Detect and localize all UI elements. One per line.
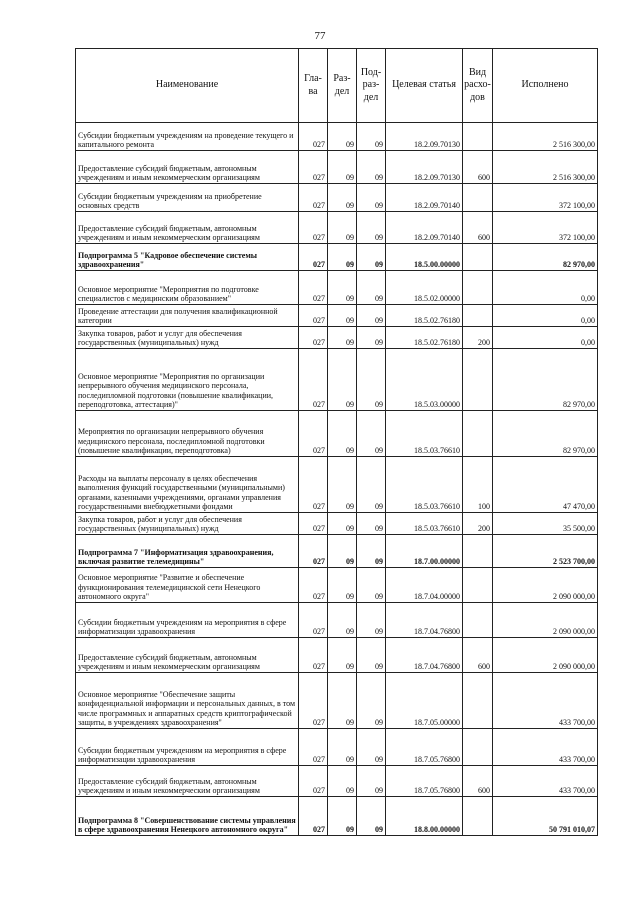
- row-vid: 600: [463, 212, 493, 244]
- row-podrazdel: 09: [357, 766, 386, 797]
- row-razdel: 09: [328, 244, 357, 271]
- row-razdel: 09: [328, 535, 357, 568]
- row-celevaya: 18.5.02.76180: [386, 327, 463, 349]
- row-glava: 027: [299, 123, 328, 151]
- row-name: Закупка товаров, работ и услуг для обеспечения государственных (муниципальных) нужд: [76, 513, 299, 535]
- row-celevaya: 18.7.05.76800: [386, 766, 463, 797]
- row-celevaya: 18.7.04.76800: [386, 603, 463, 638]
- row-glava: 027: [299, 729, 328, 766]
- table-row: [76, 568, 598, 603]
- row-vid: [463, 535, 493, 568]
- row-ispolneno: 2 090 000,00: [493, 568, 598, 603]
- row-glava: 027: [299, 271, 328, 305]
- row-name: Предоставление субсидий бюджетным, автономным учреждениям и иным некоммерческим организациям: [76, 212, 299, 244]
- header-razdel: Раз-дел: [328, 49, 357, 123]
- row-celevaya: 18.7.05.76800: [386, 729, 463, 766]
- row-ispolneno: 433 700,00: [493, 673, 598, 729]
- row-celevaya: 18.5.03.76610: [386, 457, 463, 513]
- table-row: [76, 729, 598, 766]
- row-podrazdel: 09: [357, 305, 386, 327]
- row-podrazdel: 09: [357, 673, 386, 729]
- row-ispolneno: 2 523 700,00: [493, 535, 598, 568]
- row-vid: 200: [463, 327, 493, 349]
- row-name: Субсидии бюджетным учреждениям на приобретение основных средств: [76, 184, 299, 212]
- row-vid: 100: [463, 457, 493, 513]
- row-podrazdel: 09: [357, 212, 386, 244]
- row-vid: [463, 184, 493, 212]
- row-ispolneno: 47 470,00: [493, 457, 598, 513]
- row-vid: [463, 673, 493, 729]
- row-ispolneno: 433 700,00: [493, 766, 598, 797]
- header-name: Наименование: [76, 49, 299, 123]
- row-glava: 027: [299, 327, 328, 349]
- row-ispolneno: 433 700,00: [493, 729, 598, 766]
- table-row: [76, 411, 598, 457]
- table-row: [76, 151, 598, 184]
- page-number: 77: [314, 30, 326, 42]
- row-razdel: 09: [328, 411, 357, 457]
- row-razdel: 09: [328, 673, 357, 729]
- row-celevaya: 18.7.00.00000: [386, 535, 463, 568]
- row-glava: 027: [299, 766, 328, 797]
- row-vid: [463, 123, 493, 151]
- row-ispolneno: 0,00: [493, 327, 598, 349]
- header-vid: Вид расхо-дов: [463, 49, 493, 123]
- row-glava: 027: [299, 535, 328, 568]
- row-razdel: 09: [328, 151, 357, 184]
- row-podrazdel: 09: [357, 151, 386, 184]
- row-podrazdel: 09: [357, 271, 386, 305]
- row-glava: 027: [299, 244, 328, 271]
- row-ispolneno: 0,00: [493, 271, 598, 305]
- row-podrazdel: 09: [357, 244, 386, 271]
- table-row: [76, 603, 598, 638]
- table-row: [76, 212, 598, 244]
- row-celevaya: 18.7.04.00000: [386, 568, 463, 603]
- row-celevaya: 18.7.05.00000: [386, 673, 463, 729]
- row-vid: [463, 271, 493, 305]
- row-name: Подпрограмма 5 "Кадровое обеспечение системы здравоохранения": [76, 244, 299, 271]
- row-glava: 027: [299, 513, 328, 535]
- row-ispolneno: 2 516 300,00: [493, 123, 598, 151]
- row-ispolneno: 2 516 300,00: [493, 151, 598, 184]
- row-name: Проведение аттестации для получения квалификационной категории: [76, 305, 299, 327]
- header-celevaya: Целевая статья: [386, 49, 463, 123]
- row-ispolneno: 2 090 000,00: [493, 638, 598, 673]
- row-ispolneno: 82 970,00: [493, 244, 598, 271]
- table-row: [76, 513, 598, 535]
- table-row: [76, 766, 598, 797]
- row-podrazdel: 09: [357, 411, 386, 457]
- row-podrazdel: 09: [357, 457, 386, 513]
- row-name: Мероприятия по организации непрерывного обучения медицинского персонала, последипломной подготовки (повышение квалификации, переподготовка): [76, 411, 299, 457]
- row-name: Расходы на выплаты персоналу в целях обеспечения выполнения функций государственными (муниципальными) органами, казенными учреждениями, органами управления государственными внебюджетными фондами: [76, 457, 299, 513]
- row-glava: 027: [299, 568, 328, 603]
- row-ispolneno: 35 500,00: [493, 513, 598, 535]
- row-glava: 027: [299, 457, 328, 513]
- row-podrazdel: 09: [357, 327, 386, 349]
- row-name: Основное мероприятие "Мероприятия по организации непрерывного обучения медицинского персонала, последипломной подготовки (повышение квалификации, переподготовка, аттестация)": [76, 349, 299, 411]
- row-razdel: 09: [328, 638, 357, 673]
- row-ispolneno: 372 100,00: [493, 212, 598, 244]
- row-name: Подпрограмма 7 "Информатизация здравоохранения, включая развитие телемедицины": [76, 535, 299, 568]
- row-razdel: 09: [328, 797, 357, 836]
- table-row: [76, 349, 598, 411]
- row-vid: [463, 411, 493, 457]
- row-name: Предоставление субсидий бюджетным, автономным учреждениям и иным некоммерческим организациям: [76, 766, 299, 797]
- row-glava: 027: [299, 212, 328, 244]
- row-celevaya: 18.7.04.76800: [386, 638, 463, 673]
- row-celevaya: 18.8.00.00000: [386, 797, 463, 836]
- row-name: Предоставление субсидий бюджетным, автономным учреждениям и иным некоммерческим организациям: [76, 151, 299, 184]
- row-glava: 027: [299, 797, 328, 836]
- row-razdel: 09: [328, 305, 357, 327]
- row-name: Субсидии бюджетным учреждениям на мероприятия в сфере информатизации здравоохранения: [76, 603, 299, 638]
- row-name: Основное мероприятие "Развитие и обеспечение функционирования телемедицинской сети Ненецкого автономного округа": [76, 568, 299, 603]
- table-row: [76, 123, 598, 151]
- row-vid: [463, 349, 493, 411]
- row-name: Подпрограмма 8 "Совершенствование системы управления в сфере здравоохранения Ненецкого автономного округа": [76, 797, 299, 836]
- table-row: [76, 271, 598, 305]
- table-row: [76, 244, 598, 271]
- row-razdel: 09: [328, 513, 357, 535]
- row-vid: [463, 729, 493, 766]
- row-ispolneno: 50 791 010,07: [493, 797, 598, 836]
- row-vid: 600: [463, 766, 493, 797]
- header-podrazdel: Под-раз-дел: [357, 49, 386, 123]
- row-razdel: 09: [328, 603, 357, 638]
- header-ispolneno: Исполнено: [493, 49, 598, 123]
- row-name: Закупка товаров, работ и услуг для обеспечения государственных (муниципальных) нужд: [76, 327, 299, 349]
- row-vid: [463, 797, 493, 836]
- row-razdel: 09: [328, 327, 357, 349]
- row-podrazdel: 09: [357, 535, 386, 568]
- row-name: Субсидии бюджетным учреждениям на проведение текущего и капитального ремонта: [76, 123, 299, 151]
- row-name: Субсидии бюджетным учреждениям на мероприятия в сфере информатизации здравоохранения: [76, 729, 299, 766]
- table-row: [76, 327, 598, 349]
- row-razdel: 09: [328, 123, 357, 151]
- row-razdel: 09: [328, 568, 357, 603]
- table-row: [76, 457, 598, 513]
- row-glava: 027: [299, 151, 328, 184]
- row-name: Предоставление субсидий бюджетным, автономным учреждениям и иным некоммерческим организациям: [76, 638, 299, 673]
- row-razdel: 09: [328, 271, 357, 305]
- table-row: [76, 184, 598, 212]
- row-glava: 027: [299, 603, 328, 638]
- row-glava: 027: [299, 349, 328, 411]
- row-ispolneno: 0,00: [493, 305, 598, 327]
- row-ispolneno: 2 090 000,00: [493, 603, 598, 638]
- row-celevaya: 18.5.02.00000: [386, 271, 463, 305]
- table-row: [76, 305, 598, 327]
- row-ispolneno: 82 970,00: [493, 411, 598, 457]
- row-razdel: 09: [328, 349, 357, 411]
- row-name: Основное мероприятие "Обеспечение защиты конфиденциальной информации и персональных данных, в том числе программных и аппаратных средств криптографической защиты, в учреждениях здравоохранения": [76, 673, 299, 729]
- table-row: [76, 797, 598, 836]
- table-row: [76, 638, 598, 673]
- row-celevaya: 18.2.09.70140: [386, 212, 463, 244]
- row-ispolneno: 82 970,00: [493, 349, 598, 411]
- row-celevaya: 18.2.09.70130: [386, 151, 463, 184]
- table-row: [76, 673, 598, 729]
- row-celevaya: 18.2.09.70140: [386, 184, 463, 212]
- row-vid: 600: [463, 151, 493, 184]
- row-celevaya: 18.5.03.00000: [386, 349, 463, 411]
- table-row: [76, 535, 598, 568]
- row-vid: [463, 568, 493, 603]
- row-glava: 027: [299, 184, 328, 212]
- row-vid: 200: [463, 513, 493, 535]
- row-celevaya: 18.5.03.76610: [386, 411, 463, 457]
- row-celevaya: 18.5.00.00000: [386, 244, 463, 271]
- row-glava: 027: [299, 305, 328, 327]
- row-vid: [463, 244, 493, 271]
- row-vid: 600: [463, 638, 493, 673]
- row-razdel: 09: [328, 212, 357, 244]
- row-name: Основное мероприятие "Мероприятия по подготовке специалистов с медицинским образованием": [76, 271, 299, 305]
- row-celevaya: 18.5.02.76180: [386, 305, 463, 327]
- row-glava: 027: [299, 411, 328, 457]
- budget-table: [75, 48, 598, 836]
- row-vid: [463, 603, 493, 638]
- row-razdel: 09: [328, 766, 357, 797]
- table-header: [76, 49, 598, 123]
- table-body: [76, 123, 598, 836]
- row-podrazdel: 09: [357, 123, 386, 151]
- row-podrazdel: 09: [357, 568, 386, 603]
- row-razdel: 09: [328, 184, 357, 212]
- row-podrazdel: 09: [357, 797, 386, 836]
- row-glava: 027: [299, 673, 328, 729]
- row-podrazdel: 09: [357, 638, 386, 673]
- row-ispolneno: 372 100,00: [493, 184, 598, 212]
- row-podrazdel: 09: [357, 603, 386, 638]
- header-glava: Гла-ва: [299, 49, 328, 123]
- row-podrazdel: 09: [357, 729, 386, 766]
- row-podrazdel: 09: [357, 349, 386, 411]
- row-podrazdel: 09: [357, 184, 386, 212]
- row-vid: [463, 305, 493, 327]
- row-celevaya: 18.2.09.70130: [386, 123, 463, 151]
- row-podrazdel: 09: [357, 513, 386, 535]
- row-celevaya: 18.5.03.76610: [386, 513, 463, 535]
- row-razdel: 09: [328, 457, 357, 513]
- row-razdel: 09: [328, 729, 357, 766]
- row-glava: 027: [299, 638, 328, 673]
